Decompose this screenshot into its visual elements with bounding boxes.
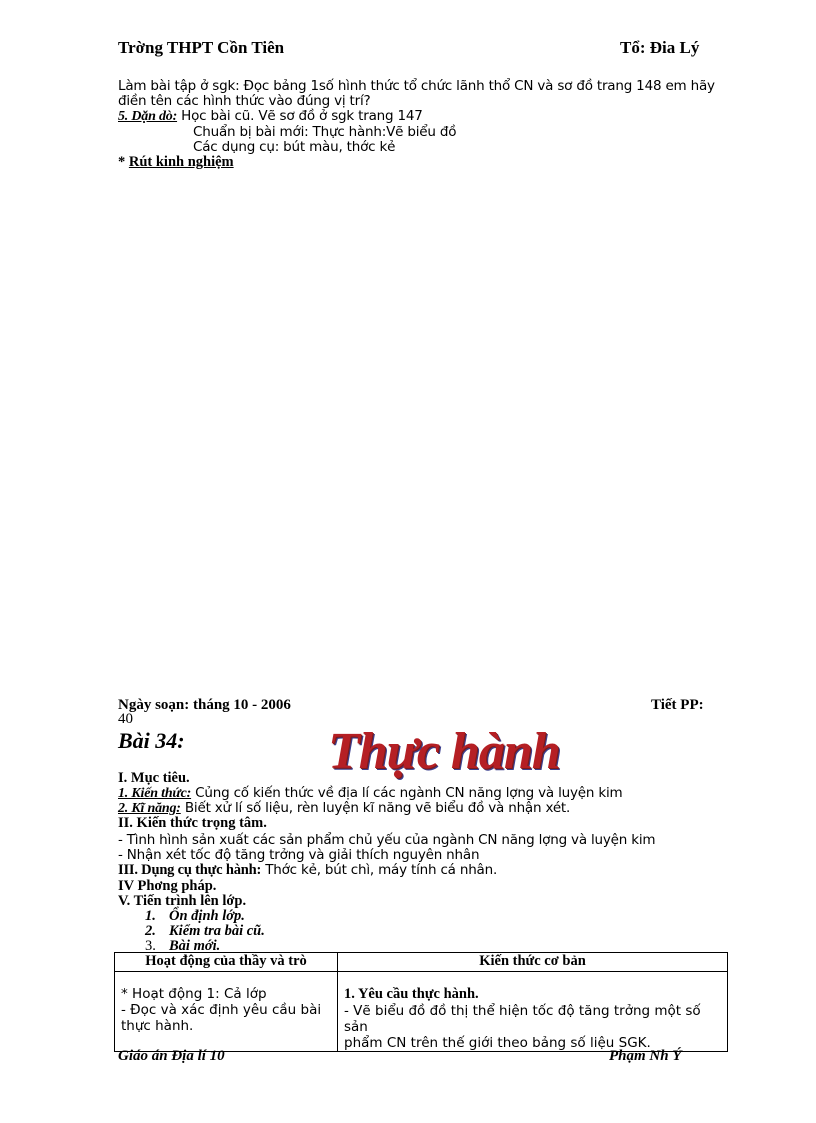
trong-tam-2: - Nhận xét tốc độ tăng trởng và giải thích nguyên nhân bbox=[118, 847, 480, 863]
dung-cu-label: III. Dụng cụ thực hành: bbox=[118, 862, 262, 878]
cell-activity: * Hoạt động 1: Cả lớp - Đọc và xác định yêu cầu bài thực hành. bbox=[115, 972, 338, 1052]
section-muc-tieu: I. Mục tiêu. bbox=[118, 770, 190, 786]
step-1: 1. Ổn định lớp. bbox=[145, 908, 245, 924]
school-name: Trờng THPT Cồn Tiên bbox=[118, 38, 285, 57]
dan-do bbox=[118, 108, 423, 125]
dung-cu-text: Thớc kẻ, bút chì, máy tính cá nhân. bbox=[261, 862, 498, 878]
lesson-number: Bài 34: bbox=[118, 728, 185, 753]
footer-left: Giáo án Địa lí 10 bbox=[118, 1048, 225, 1064]
dan-do-text: Học bài cũ. Vẽ sơ đồ ở sgk trang 147 bbox=[177, 108, 423, 124]
table-row bbox=[115, 972, 728, 1052]
header-activities: Hoạt động của thầy và trò bbox=[115, 953, 338, 972]
trong-tam-1: - Tình hình sản xuất các sản phẩm chủ yếu của ngành CN năng lợng và luyện kim bbox=[118, 832, 656, 848]
date-prepared: Ngày soạn: tháng 10 - 2006 bbox=[118, 697, 291, 713]
activity-table bbox=[114, 952, 728, 1052]
ki-nang-label: 2. Kĩ năng: bbox=[118, 801, 181, 816]
exercise-line-2: điền tên các hình thức vào đúng vị trí? bbox=[118, 93, 371, 109]
table-header-row bbox=[115, 953, 728, 972]
rut-star: * bbox=[118, 154, 129, 170]
section-phuong-phap: IV Phơng pháp. bbox=[118, 878, 217, 894]
section-tien-trinh: V. Tiến trình lên lớp. bbox=[118, 893, 247, 909]
rut-kinh-nghiem bbox=[118, 154, 234, 171]
exercise-line-1: Làm bài tập ở sgk: Đọc bảng 1số hình thức tổ chức lãnh thổ CN và sơ đồ trang 148 em hãy bbox=[118, 78, 715, 94]
dan-do-label: 5. Dặn dò: bbox=[118, 109, 178, 124]
ki-nang-text: Biết xử lí số liệu, rèn luyện kĩ năng vẽ biểu đồ và nhận xét. bbox=[180, 800, 571, 816]
section-trong-tam: II. Kiến thức trọng tâm. bbox=[118, 815, 267, 831]
step-3: 3. Bài mới. bbox=[145, 938, 221, 954]
kien-thuc-text: Củng cố kiến thức về địa lí các ngành CN năng lợng và luyện kim bbox=[191, 785, 623, 801]
department: Tổ: Đia Lý bbox=[620, 38, 700, 57]
rut-label: Rút kinh nghiệm bbox=[128, 154, 234, 170]
period-label: Tiết PP: bbox=[651, 697, 704, 713]
tools-line: Các dụng cụ: bút màu, thớc kẻ bbox=[193, 139, 396, 155]
step-2: 2. Kiểm tra bài cũ. bbox=[145, 923, 265, 939]
prep-line: Chuẩn bị bài mới: Thực hành:Vẽ biểu đồ bbox=[193, 124, 457, 140]
cell-knowledge: 1. Yêu cầu thực hành. - Vẽ biểu đồ đồ thị thể hiện tốc độ tăng trởng một số sản phẩm CN trên thế giới theo bảng số liệu SGK. bbox=[338, 972, 728, 1052]
kien-thuc-label: 1. Kiến thức: bbox=[118, 786, 192, 801]
dung-cu bbox=[118, 862, 497, 879]
footer-author: Phạm Nh Ý bbox=[609, 1048, 682, 1064]
lesson-title-art: Thực hành bbox=[328, 723, 560, 780]
period-number: 40 bbox=[118, 711, 133, 727]
header-knowledge: Kiến thức cơ bản bbox=[338, 953, 728, 972]
